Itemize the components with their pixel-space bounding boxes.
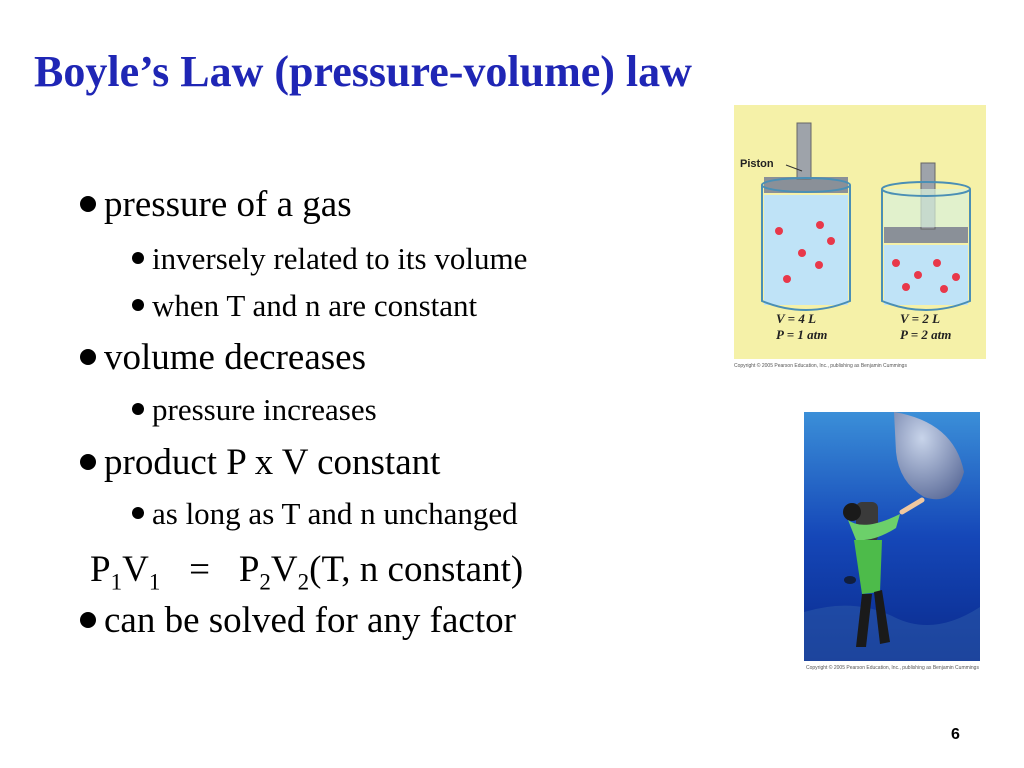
bullet-dot-icon: [132, 252, 144, 264]
piston-figure-copyright: Copyright © 2005 Pearson Education, Inc., publishing as Benjamin Cummings: [734, 363, 907, 369]
sub-bullet-text: when T and n are constant: [152, 288, 478, 323]
eq-sub: 2: [259, 569, 271, 595]
bullet-text: volume decreases: [104, 337, 366, 378]
bullet-text: product P x V constant: [104, 442, 441, 483]
gas-particle: [815, 261, 823, 269]
boyles-law-equation: [90, 548, 523, 595]
right-pressure-label: P = 2 atm: [900, 327, 952, 342]
eq-v2: V: [270, 549, 298, 590]
gas-particle: [902, 283, 910, 291]
gas-particle: [827, 237, 835, 245]
bullet-dot-icon: [132, 403, 144, 415]
bullet-dot-icon: [132, 299, 144, 311]
sub-bullet-item: [132, 290, 477, 321]
eq-sub: 1: [148, 569, 161, 595]
bullet-dot-icon: [80, 612, 96, 628]
piston-label: Piston: [740, 158, 774, 170]
eq-condition: (T, n constant): [309, 549, 524, 590]
diver-head: [843, 503, 861, 521]
left-piston-rod: [797, 123, 811, 179]
gas-particle: [940, 285, 948, 293]
bullet-dot-icon: [132, 507, 144, 519]
gas-particle: [914, 271, 922, 279]
piston-diagram: [734, 105, 986, 359]
gas-particle: [816, 221, 824, 229]
diver-illustration: [804, 412, 980, 661]
sub-bullet-item: [132, 498, 518, 529]
fish: [844, 576, 856, 584]
eq-equals: =: [189, 549, 210, 590]
sub-bullet-item: [132, 243, 527, 274]
gas-particle: [783, 275, 791, 283]
bullet-item: [80, 186, 352, 223]
gas-particle: [952, 273, 960, 281]
eq-sub: 1: [110, 569, 123, 595]
left-gas-region: [764, 195, 848, 305]
gas-particle: [933, 259, 941, 267]
page-number: 6: [951, 726, 960, 743]
gas-particle: [798, 249, 806, 257]
slide-title: Boyle’s Law (pressure-volume) law: [34, 47, 692, 96]
bullet-item: [80, 602, 516, 639]
diver-photo: [804, 412, 980, 661]
eq-v1: V: [122, 549, 149, 590]
bullet-text: can be solved for any factor: [104, 600, 516, 641]
gas-particle: [775, 227, 783, 235]
sub-bullet-text: pressure increases: [152, 392, 377, 427]
sub-bullet-text: as long as T and n unchanged: [152, 496, 518, 531]
bullet-text: pressure of a gas: [104, 184, 352, 225]
piston-figure: [734, 105, 986, 359]
bullet-item: [80, 339, 366, 376]
diver-photo-copyright: Copyright © 2005 Pearson Education, Inc., publishing as Benjamin Cummings: [806, 665, 979, 671]
sub-bullet-text: inversely related to its volume: [152, 241, 528, 276]
left-pressure-label: P = 1 atm: [776, 327, 828, 342]
sub-bullet-item: [132, 394, 377, 425]
right-volume-label: V = 2 L: [900, 311, 941, 326]
bullet-dot-icon: [80, 454, 96, 470]
bullet-dot-icon: [80, 196, 96, 212]
bullet-dot-icon: [80, 349, 96, 365]
gas-particle: [892, 259, 900, 267]
left-volume-label: V = 4 L: [776, 311, 817, 326]
bullet-item: [80, 444, 440, 481]
eq-p2: P: [238, 549, 260, 590]
eq-sub: 2: [297, 569, 310, 595]
eq-p1: P: [90, 549, 111, 590]
